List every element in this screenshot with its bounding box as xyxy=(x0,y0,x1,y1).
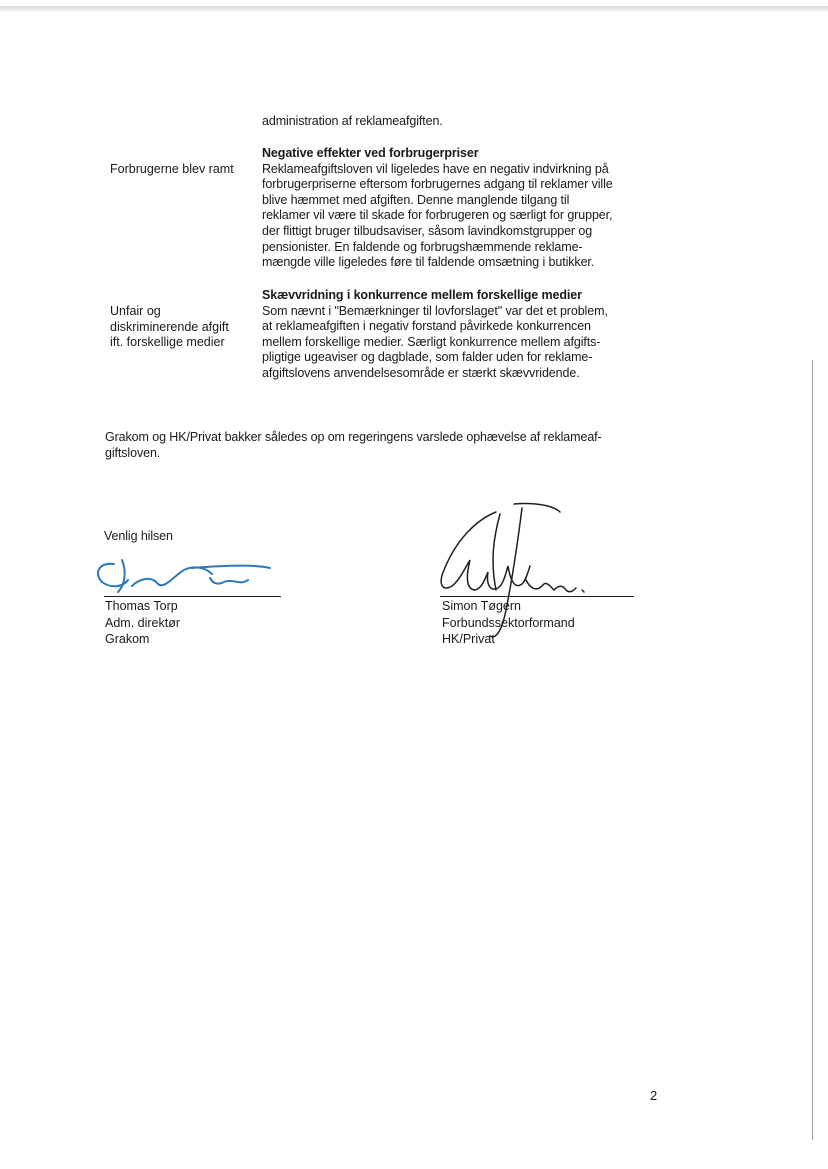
paragraph-line: der flittigt bruger tilbudsaviser, såsom lavindkomstgrupper og xyxy=(262,223,593,238)
paragraph-line: mængde ville ligeledes føre til faldende omsætning i butikker. xyxy=(262,255,595,270)
section-heading: Negative effekter ved forbrugerpriser xyxy=(262,146,479,160)
margin-note-consumers xyxy=(110,162,234,178)
margin-note-unfair xyxy=(110,304,229,351)
signatory-title: Forbundssektorformand xyxy=(442,615,575,630)
closing-paragraph xyxy=(105,430,602,461)
signatory-grakom xyxy=(105,598,180,648)
paragraph-line: Som nævnt i "Bemærkninger til lovforslaget" var det et problem, xyxy=(262,303,608,318)
paragraph-line: pensionister. En faldende og forbrugshæmmende reklame- xyxy=(262,239,583,254)
signature-line xyxy=(440,596,634,597)
signatory-org: HK/Privat xyxy=(442,632,495,646)
margin-note-line: diskriminerende afgift xyxy=(110,319,229,334)
margin-note-line: Forbrugerne blev ramt xyxy=(110,162,234,176)
signatory-name: Simon Tøgern xyxy=(442,599,521,613)
paragraph-line: afgiftslovens anvendelsesområde er stærkt skævvridende. xyxy=(262,365,580,380)
signatory-org: Grakom xyxy=(105,632,150,646)
paragraph-line: pligtige ugeaviser og dagblade, som falder uden for reklame- xyxy=(262,350,593,365)
intro-line: administration af reklameafgiften. xyxy=(262,114,443,128)
paragraph-line: reklamer vil være til skade for forbrugeren og særligt for grupper, xyxy=(262,208,613,223)
section-heading: Skævvridning i konkurrence mellem forskellige medier xyxy=(262,288,582,302)
signatory-name: Thomas Torp xyxy=(105,599,178,613)
signatory-title: Adm. direktør xyxy=(105,615,181,630)
margin-note-line: ift. forskellige medier xyxy=(110,335,225,350)
paragraph-line: forbrugerpriserne eftersom forbrugernes adgang til reklamer ville xyxy=(262,177,613,192)
section-competition xyxy=(262,288,662,382)
paragraph-line: blive hæmmet med afgiften. Denne manglende tilgang til xyxy=(262,192,570,207)
margin-note-line: Unfair og xyxy=(110,304,161,318)
signatory-hk-privat xyxy=(442,598,575,648)
greeting: Venlig hilsen xyxy=(104,529,173,543)
paragraph-line: giftsloven. xyxy=(105,445,161,460)
paragraph-line: Grakom og HK/Privat bakker således op om regeringens varslede ophævelse af reklameaf- xyxy=(105,430,602,444)
signature-line xyxy=(104,596,281,597)
paragraph-line: Reklameafgiftsloven vil ligeledes have en negativ indvirkning på xyxy=(262,161,609,176)
scan-edge-right xyxy=(812,360,813,1140)
paragraph-line: mellem forskellige medier. Særligt konkurrence mellem afgifts- xyxy=(262,334,601,349)
signature-thomas-torp xyxy=(92,556,282,600)
page-number: 2 xyxy=(650,1088,658,1103)
signature-stroke xyxy=(98,560,270,592)
section-negative-effects xyxy=(262,146,662,271)
paragraph-line: at reklameafgiften i negativ forstand påvirkede konkurrencen xyxy=(262,319,591,334)
scan-edge-top xyxy=(0,6,828,11)
